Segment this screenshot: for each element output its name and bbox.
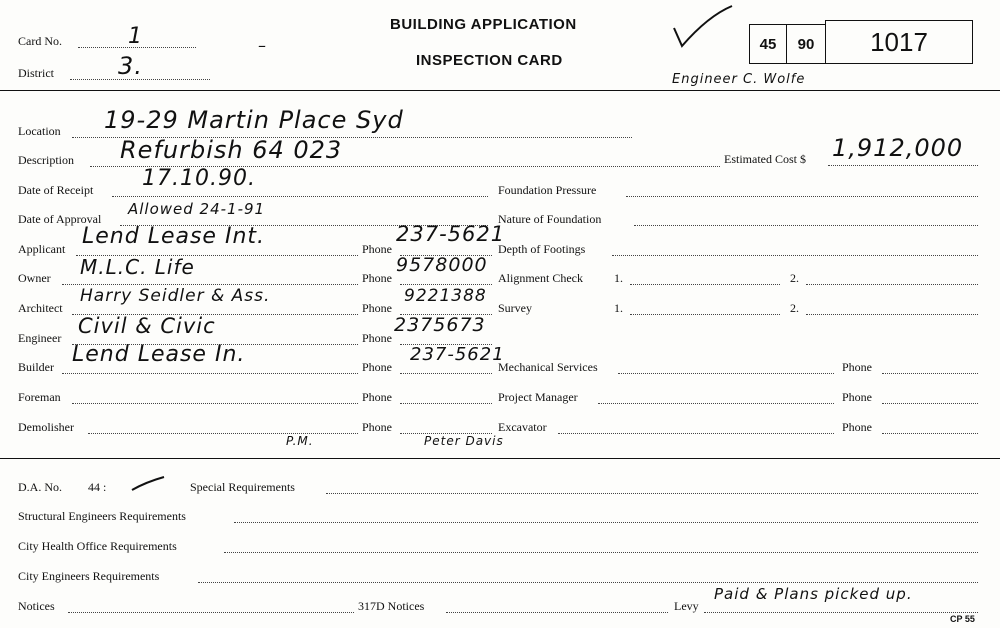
builder-phone: 237-5621 bbox=[410, 344, 505, 365]
notices-317d-dots bbox=[446, 612, 668, 613]
nature-foundation-dots bbox=[634, 225, 978, 226]
card-title-line2: INSPECTION CARD bbox=[416, 52, 563, 69]
excavator-phone-dots bbox=[882, 433, 978, 434]
demolisher-phone-label: Phone bbox=[362, 420, 392, 434]
approval-label: Date of Approval bbox=[18, 212, 102, 226]
survey-2: 2. bbox=[790, 301, 799, 315]
demolisher-label: Demolisher bbox=[18, 420, 74, 434]
project-manager-label: Project Manager bbox=[498, 390, 578, 404]
special-requirements-dots bbox=[326, 493, 978, 494]
builder-phone-label: Phone bbox=[362, 360, 392, 374]
foundation-pressure-label: Foundation Pressure bbox=[498, 183, 597, 197]
levy-label: Levy bbox=[674, 599, 699, 613]
excavator-dots bbox=[558, 433, 834, 434]
receipt-value: 17.10.90. bbox=[142, 166, 256, 191]
special-requirements-label: Special Requirements bbox=[190, 480, 295, 494]
survey-2-dots bbox=[806, 314, 978, 315]
da-value: 44 : bbox=[88, 480, 107, 494]
structural-label: Structural Engineers Requirements bbox=[18, 509, 186, 523]
alignment-2: 2. bbox=[790, 271, 799, 285]
health-label: City Health Office Requirements bbox=[18, 539, 177, 553]
approval-value: Allowed 24-1-91 bbox=[128, 200, 266, 218]
owner-phone-label: Phone bbox=[362, 271, 392, 285]
owner-dots bbox=[62, 284, 358, 285]
file-number-box: 1017 bbox=[825, 20, 973, 64]
excavator-label: Excavator bbox=[498, 420, 547, 434]
excavator-phone-label: Phone bbox=[842, 420, 872, 434]
engineer-note: Engineer C. Wolfe bbox=[672, 72, 806, 87]
alignment-label: Alignment Check bbox=[498, 271, 583, 285]
estimated-cost-dots bbox=[828, 165, 978, 166]
notices-dots bbox=[68, 612, 354, 613]
estimated-cost-value: 1,912,000 bbox=[832, 134, 964, 162]
notices-label: Notices bbox=[18, 599, 55, 613]
survey-label: Survey bbox=[498, 301, 532, 315]
owner-label: Owner bbox=[18, 271, 51, 285]
depth-footings-label: Depth of Footings bbox=[498, 242, 586, 256]
project-manager-phone-label: Phone bbox=[842, 390, 872, 404]
mechanical-label: Mechanical Services bbox=[498, 360, 598, 374]
foreman-dots bbox=[72, 403, 358, 404]
owner-phone: 9578000 bbox=[396, 254, 488, 276]
architect-label: Architect bbox=[18, 301, 63, 315]
survey-1: 1. bbox=[614, 301, 623, 315]
builder-value: Lend Lease In. bbox=[72, 342, 246, 367]
health-dots bbox=[224, 552, 978, 553]
owner-phone-dots bbox=[400, 284, 492, 285]
district-label: District bbox=[18, 66, 54, 80]
district-value: 3. bbox=[118, 52, 143, 80]
applicant-phone: 237-5621 bbox=[396, 222, 506, 246]
card-no-label: Card No. bbox=[18, 34, 62, 48]
requirements-divider bbox=[0, 458, 1000, 459]
survey-1-dots bbox=[630, 314, 780, 315]
applicant-label: Applicant bbox=[18, 242, 66, 256]
form-code: CP 55 bbox=[950, 614, 975, 624]
foundation-pressure-dots bbox=[626, 196, 978, 197]
levy-dots bbox=[704, 612, 978, 613]
pm-note: P.M. bbox=[286, 434, 314, 448]
structural-dots bbox=[234, 522, 978, 523]
description-value: Refurbish 64 023 bbox=[120, 136, 343, 164]
notices-317d-label: 317D Notices bbox=[358, 599, 425, 613]
da-label: D.A. No. bbox=[18, 480, 62, 494]
applicant-value: Lend Lease Int. bbox=[82, 224, 266, 249]
description-label: Description bbox=[18, 153, 74, 167]
file-box-a: 45 bbox=[749, 24, 787, 64]
project-manager-dots bbox=[598, 403, 834, 404]
foreman-phone-dots bbox=[400, 403, 492, 404]
city-engineers-dots bbox=[198, 582, 978, 583]
location-label: Location bbox=[18, 124, 61, 138]
receipt-dots bbox=[112, 196, 488, 197]
mechanical-dots bbox=[618, 373, 834, 374]
alignment-1-dots bbox=[630, 284, 780, 285]
estimated-cost-label: Estimated Cost $ bbox=[724, 152, 806, 166]
architect-phone-label: Phone bbox=[362, 301, 392, 315]
file-box-b: 90 bbox=[786, 24, 826, 64]
check-mark-icon bbox=[668, 2, 738, 50]
card-no-value: 1 bbox=[128, 24, 143, 49]
engineer-phone: 2375673 bbox=[394, 314, 486, 336]
owner-value: M.L.C. Life bbox=[80, 255, 195, 279]
pm-name: Peter Davis bbox=[424, 434, 504, 448]
alignment-1: 1. bbox=[614, 271, 623, 285]
architect-value: Harry Seidler & Ass. bbox=[80, 286, 271, 306]
levy-value: Paid & Plans picked up. bbox=[714, 585, 913, 603]
project-manager-phone-dots bbox=[882, 403, 978, 404]
depth-footings-dots bbox=[612, 255, 978, 256]
header-divider bbox=[0, 90, 1000, 91]
engineer-label: Engineer bbox=[18, 331, 62, 345]
builder-dots bbox=[62, 373, 358, 374]
engineer-value: Civil & Civic bbox=[78, 314, 216, 338]
foreman-label: Foreman bbox=[18, 390, 61, 404]
city-engineers-label: City Engineers Requirements bbox=[18, 569, 160, 583]
builder-label: Builder bbox=[18, 360, 54, 374]
da-dash-mark bbox=[128, 474, 168, 494]
location-value: 19-29 Martin Place Syd bbox=[104, 106, 404, 134]
receipt-label: Date of Receipt bbox=[18, 183, 94, 197]
builder-phone-dots bbox=[400, 373, 492, 374]
applicant-phone-label: Phone bbox=[362, 242, 392, 256]
card-no-dash: – bbox=[258, 36, 267, 55]
nature-foundation-label: Nature of Foundation bbox=[498, 212, 602, 226]
foreman-phone-label: Phone bbox=[362, 390, 392, 404]
architect-phone: 9221388 bbox=[404, 286, 487, 306]
mechanical-phone-dots bbox=[882, 373, 978, 374]
mechanical-phone-label: Phone bbox=[842, 360, 872, 374]
demolisher-dots bbox=[88, 433, 358, 434]
card-title-line1: BUILDING APPLICATION bbox=[390, 16, 577, 33]
alignment-2-dots bbox=[806, 284, 978, 285]
engineer-phone-label: Phone bbox=[362, 331, 392, 345]
